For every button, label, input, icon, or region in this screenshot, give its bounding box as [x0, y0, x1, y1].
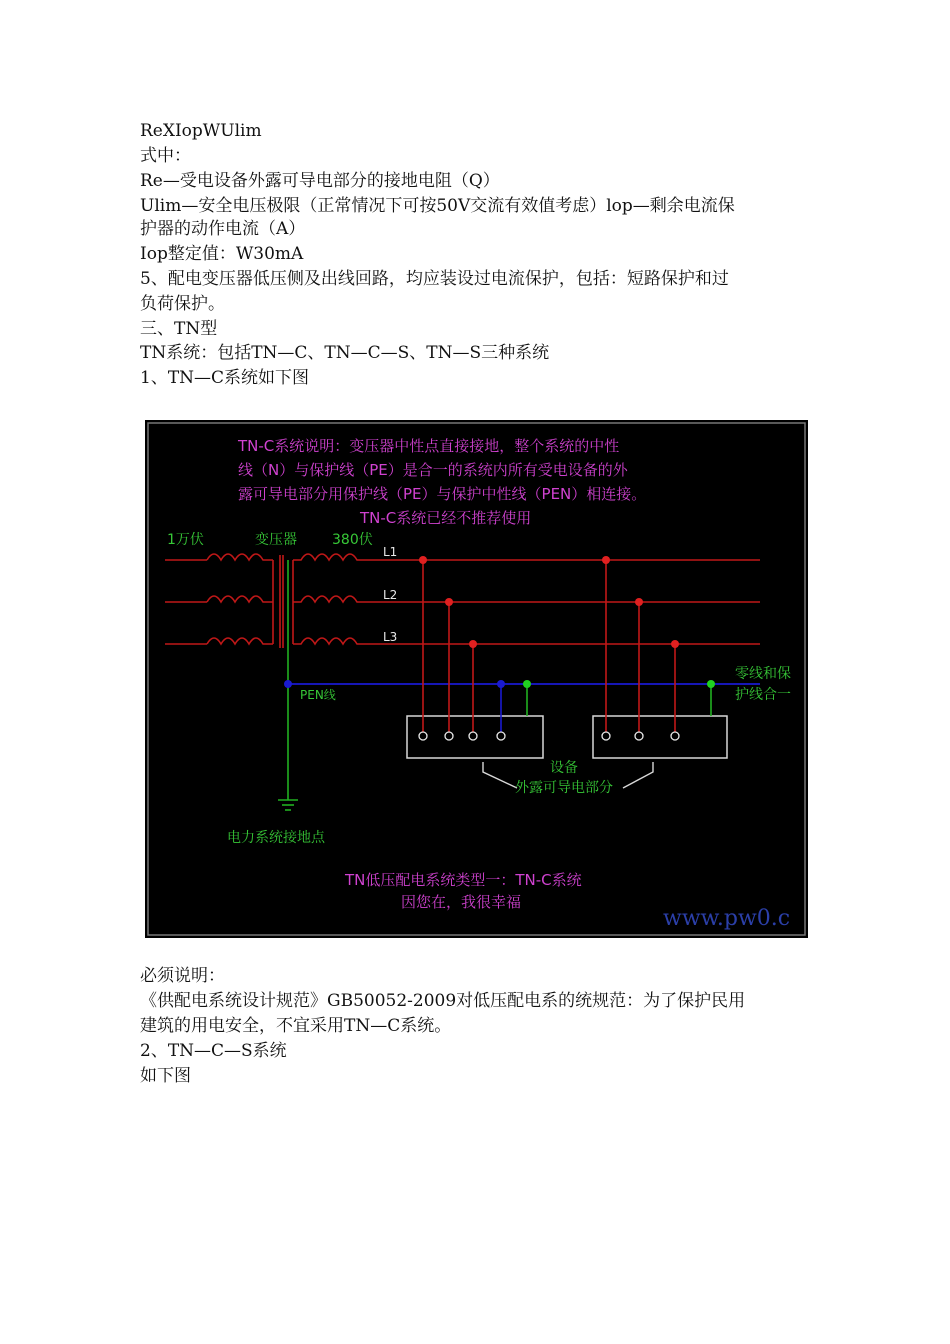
pen-right-label-2: 护线合一	[735, 687, 791, 703]
device-label: 设备	[550, 760, 578, 776]
phase-label-l3: L3	[383, 630, 398, 644]
description-line-4: TN-C系统已经不推荐使用	[360, 509, 532, 527]
junction-d2-pe	[707, 680, 715, 688]
hv-lines	[165, 554, 760, 648]
device-1-phase-wires	[423, 560, 473, 732]
device-brace-right	[623, 762, 653, 788]
section-heading: 三、TN型	[140, 319, 218, 339]
phase-label-l2: L2	[383, 588, 398, 602]
device-2-phase-wires	[606, 560, 675, 732]
paragraph-formula: ReXIopWUlim	[140, 121, 262, 141]
hv-label: 1万伏	[167, 532, 204, 548]
junction-d1-pen	[497, 680, 505, 688]
junction-d1-pe	[523, 680, 531, 688]
device-brace-left	[483, 762, 517, 788]
junction-d1-l2	[445, 598, 453, 606]
paragraph-item5-2: 负荷保护。	[140, 294, 225, 314]
description-line-2: 线（N）与保护线（PE）是合一的系统内所有受电设备的外	[238, 461, 628, 479]
paragraph-tn-system: TN系统：包括TN—C、TN—C—S、TN—S三种系统	[140, 343, 550, 363]
paragraph-item5-1: 5、配电变压器低压侧及出线回路，均应装设过电流保护，包括：短路保护和过	[140, 269, 729, 289]
pen-right-label-1: 零线和保	[735, 666, 791, 682]
phase-label-l1: L1	[383, 545, 398, 559]
lv-label: 380伏	[332, 532, 373, 548]
description-line-1: TN-C系统说明：变压器中性点直接接地，整个系统的中性	[238, 437, 620, 455]
tn-c-diagram	[145, 420, 808, 938]
paragraph-see-figure: 如下图	[140, 1066, 191, 1086]
exposed-part-label: 外露可导电部分	[515, 780, 613, 796]
subheading-tn-c: 1、TN—C系统如下图	[140, 368, 310, 388]
subheading-tn-c-s: 2、TN—C—S系统	[140, 1041, 287, 1061]
caption-line-1: TN低压配电系统类型一：TN-C系统	[345, 871, 582, 889]
device-box-2	[593, 716, 727, 758]
paragraph-re: Re—受电设备外露可导电部分的接地电阻（Q）	[140, 171, 500, 191]
paragraph-must-explain: 必须说明：	[140, 966, 225, 986]
paragraph-where: 式中：	[140, 146, 191, 166]
ground-point-label: 电力系统接地点	[227, 830, 325, 846]
transformer-label: 变压器	[255, 532, 297, 548]
watermark: www.pw0.c	[663, 906, 791, 931]
junction-d2-l2	[635, 598, 643, 606]
paragraph-ulim-2: 护器的动作电流（A）	[140, 219, 306, 239]
pen-label: PEN线	[300, 688, 336, 702]
junction-d1-l3	[469, 640, 477, 648]
junction-d2-l3	[671, 640, 679, 648]
device-terminals	[419, 732, 679, 740]
junction-d2-l1	[602, 556, 610, 564]
paragraph-standard-2: 建筑的用电安全，不宜采用TN—C系统。	[140, 1016, 452, 1036]
caption-line-2: 因您在，我很幸福	[401, 893, 522, 911]
pen-junction	[284, 680, 292, 688]
junction-d1-l1	[419, 556, 427, 564]
description-line-3: 露可导电部分用保护线（PE）与保护中性线（PEN）相连接。	[238, 485, 647, 503]
paragraph-ulim-1: Ulim—安全电压极限（正常情况下可按50V交流有效值考虑）lop—剩余电流保	[140, 196, 735, 216]
paragraph-iop: Iop整定值：W30mA	[140, 244, 304, 264]
paragraph-standard-1: 《供配电系统设计规范》GB50052-2009对低压配电系的统规范：为了保护民用	[140, 991, 746, 1011]
